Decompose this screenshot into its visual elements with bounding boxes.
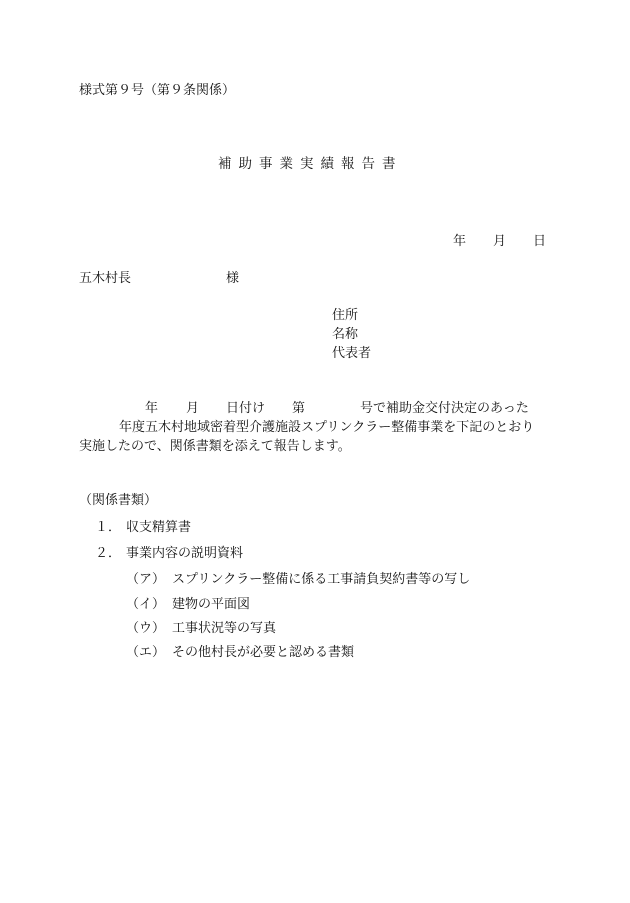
addressee-honorific: 様: [226, 271, 240, 286]
sub-list-item-mark: （ウ）: [126, 621, 166, 636]
date-month: 月: [493, 234, 507, 249]
body-line3: 実施したので、関係書類を添えて報告します。: [79, 439, 351, 454]
list-item-number: ２．: [95, 546, 122, 561]
applicant-representative-label: 代表者: [332, 346, 372, 361]
sub-list-item-text: 建物の平面図: [172, 597, 251, 612]
applicant-address-label: 住所: [332, 308, 359, 323]
form-label: 様式第９号（第９条関係）: [79, 83, 236, 98]
document-title: 補助事業実績報告書: [218, 156, 403, 172]
list-item-text: 収支精算書: [126, 520, 192, 535]
body-year: 年: [145, 401, 159, 416]
body-number-prefix: 第: [292, 401, 306, 416]
body-line1-rest: 号で補助金交付決定のあった: [360, 401, 529, 416]
addressee-name: 五木村長: [79, 271, 132, 286]
sub-list-item-text: スプリンクラー整備に係る工事請負契約書等の写し: [172, 572, 471, 587]
body-dated: 日付け: [226, 401, 266, 416]
applicant-name-label: 名称: [332, 327, 359, 342]
date-year: 年: [453, 234, 467, 249]
body-month: 月: [186, 401, 200, 416]
sub-list-item-mark: （イ）: [126, 597, 166, 612]
sub-list-item-text: その他村長が必要と認める書類: [172, 645, 355, 660]
body-line2: 年度五木村地域密着型介護施設スプリンクラー整備事業を下記のとおり: [119, 420, 535, 435]
sub-list-item-mark: （ア）: [126, 572, 166, 587]
list-item-text: 事業内容の説明資料: [126, 546, 244, 561]
sub-list-item-text: 工事状況等の写真: [172, 621, 277, 636]
list-item-number: １．: [95, 520, 122, 535]
documents-heading: （関係書類）: [79, 493, 158, 508]
sub-list-item-mark: （エ）: [126, 645, 166, 660]
date-day: 日: [533, 234, 547, 249]
